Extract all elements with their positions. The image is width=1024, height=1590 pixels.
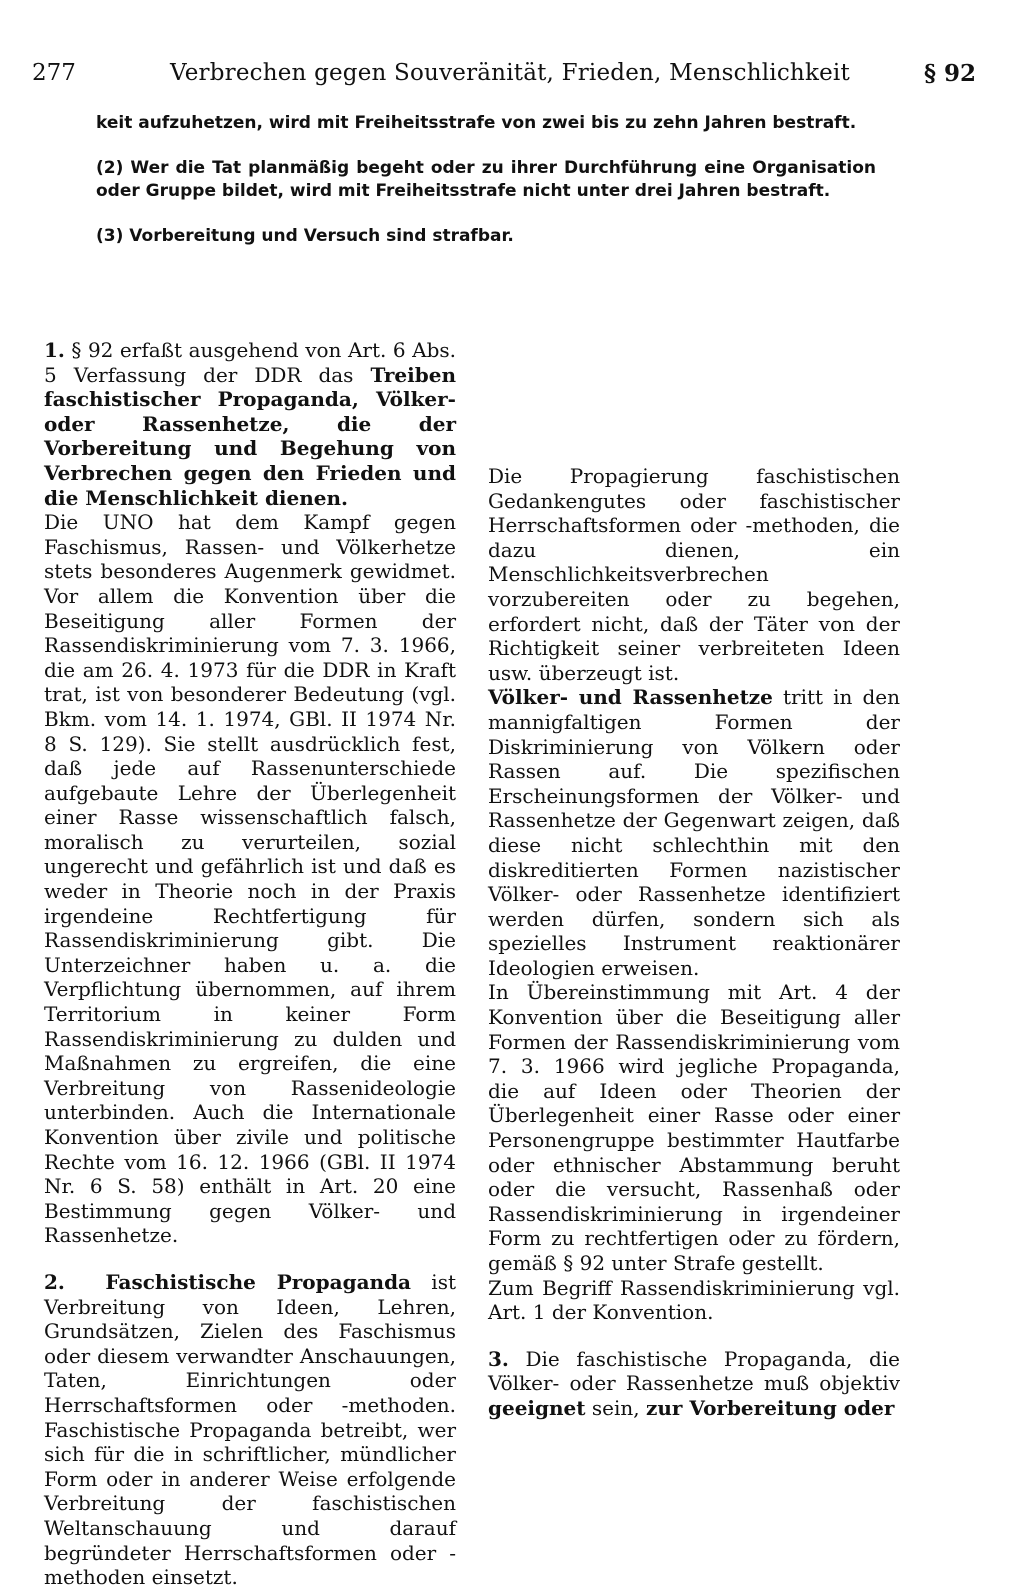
note-3-number: 3. [488, 1346, 509, 1371]
note-2-propagation: Die Propagierung faschistischen Gedankengutes oder faschistischer Herrschaftsformen oder -methoden, die dazu dienen, ein Menschlichkeitsverbrechen vorzubereiten oder zu begehen, erfordert nicht, daß der Täter von der Richtigkeit seiner verbreiteten Ideen usw. überzeugt ist. [488, 464, 900, 685]
note-2-term: Faschistische Propaganda [105, 1269, 412, 1294]
note-3-bold-1: geeignet [488, 1395, 586, 1420]
page-header [32, 60, 992, 96]
note-1-body: Die UNO hat dem Kampf gegen Faschismus, Rassen- und Völkerhetze stets besonderes Augenmerk gewidmet. Vor allem die Konvention über die Beseitigung aller Formen der Rassendiskriminierung vom 7. 3. 1966, die am 26. 4. 1973 für die DDR in Kraft trat, ist von besonderer Bedeutung (vgl. Bkm. vom 14. 1. 1974, GBl. II 1974 Nr. 8 S. 129). Sie stellt ausdrücklich fest, daß jede auf Rassenunterschiede aufgebaute Lehre der Überlegenheit einer Rasse wissenschaftlich falsch, moralisch zu verurteilen, sozial ungerecht und gefährlich ist und daß es weder in Theorie noch in der Praxis irgendeine Rechtfertigung für Rassendiskriminierung gibt. Die Unterzeichner haben u. a. die Verpflichtung übernommen, auf ihrem Territorium in keiner Form Rassendiskriminierung zu dulden und Maßnahmen zu ergreifen, die eine Verbreitung von Rassenideologie unterbinden. Auch die Internationale Konvention über zivile und politische Rechte vom 16. 12. 1966 (GBl. II 1974 Nr. 6 S. 58) enthält in Art. 20 eine Bestimmung gegen Völker- und Rassenhetze. [44, 510, 456, 1248]
note-2-hetze-term: Völker- und Rassenhetze [488, 685, 773, 710]
note-2-convention: In Übereinstimmung mit Art. 4 der Konvention über die Beseitigung aller Formen der Rassendiskriminierung vom 7. 3. 1966 wird jegliche Propaganda, die auf Ideen oder Theorien der Überlegenheit einer Rasse oder einer Personengruppe bestimmter Hautfarbe oder ethnischer Abstammung beruht oder die versucht, Rassenhaß oder Rassendiskriminierung in irgendeiner Form zu rechtfertigen oder zu fördern, gemäß § 92 unter Strafe gestellt. [488, 980, 900, 1275]
note-2-number: 2. [44, 1269, 65, 1294]
section-mark: § 92 [923, 60, 976, 87]
note-3-bold-2: zur Vorbereitung oder [645, 1395, 895, 1420]
note-3-paragraph [488, 1347, 900, 1421]
note-2-hetze [488, 685, 900, 980]
note-1-intro: § 92 erfaßt ausgehend von Art. 6 Abs. 5 Verfassung der DDR das [44, 338, 456, 387]
note-2-hetze-text: tritt in den mannigfaltigen Formen der Diskriminierung von Völkern oder Rassen auf. Die spezifischen Erscheinungsformen der Völker- und Rassenhetze der Gegenwart zeigen, daß diese nicht schlechthin mit den diskreditierten Formen nazistischer Völker- oder Rassenhetze identifiziert werden dürfen, sondern sich als spezielles Instrument reaktionärer Ideologien erweisen. [488, 685, 900, 980]
statute-paragraph-2: (2) Wer die Tat planmäßig begeht oder zu ihrer Durchführung eine Organisation oder Gruppe bildet, wird mit Freiheitsstrafe nicht unter drei Jahren bestraft. [96, 158, 876, 201]
note-1-paragraph [44, 338, 456, 510]
page-number: 277 [32, 60, 76, 86]
note-2-reference: Zum Begriff Rassendiskriminierung vgl. Art. 1 der Konvention. [488, 1275, 900, 1325]
statute-text [96, 112, 876, 270]
note-3-intro: Die faschistische Propaganda, die Völker- oder Rassenhetze muß objektiv [488, 1346, 900, 1396]
note-3-mid: sein, [585, 1395, 646, 1420]
statute-paragraph-1: keit aufzuhetzen, wird mit Freiheitsstrafe von zwei bis zu zehn Jahren bestraft. [96, 113, 857, 133]
statute-paragraph-3: (3) Vorbereitung und Versuch sind strafbar. [96, 226, 514, 246]
note-2-definition: ist Verbreitung von Ideen, Lehren, Grundsätzen, Zielen des Faschismus oder diesem verwandter Anschauungen, Taten, Einrichtungen oder Herrschaftsformen oder -methoden. Faschistische Propaganda betreibt, wer sich für die in schriftlicher, mündlicher Form oder in anderer Weise erfolgende Verbreitung der faschistischen Weltanschauung und darauf begründeter Herrschaftsformen oder -methoden einsetzt. [44, 1269, 456, 1590]
note-1-bold: Treiben faschistischer Propaganda, Völker- oder Rassenhetze, die der Vorbereitung und Begehung von Verbrechen gegen den Frieden und die Menschlichkeit dienen. [44, 362, 456, 510]
note-2-paragraph [44, 1270, 456, 1590]
running-title: Verbrechen gegen Souveränität, Frieden, Menschlichkeit [170, 60, 850, 86]
note-1-number: 1. [44, 338, 65, 362]
right-column [488, 338, 900, 1421]
left-column [44, 338, 456, 1590]
